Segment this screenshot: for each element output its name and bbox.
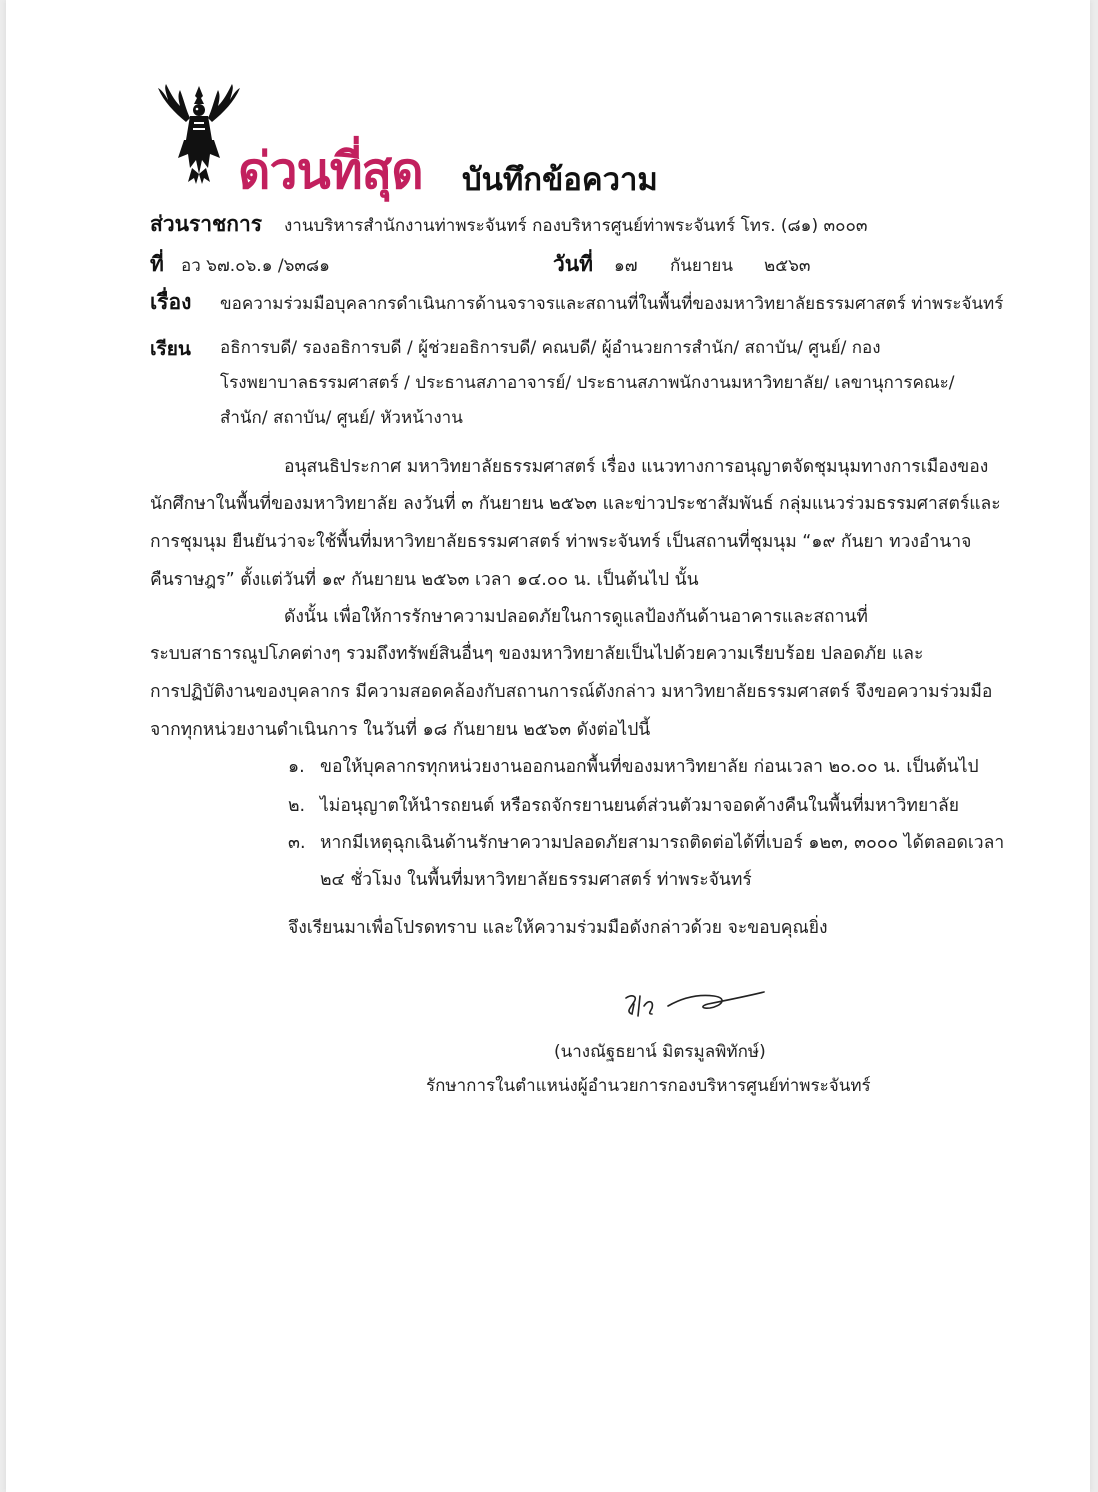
garuda-emblem-icon xyxy=(154,82,244,186)
ref-value: อว ๖๗.๐๖.๑ /๖๓๘๑ xyxy=(181,256,330,276)
date-year: ๒๕๖๓ xyxy=(764,256,811,276)
paragraph-line: การปฏิบัติงานของบุคลากร มีความสอดคล้องกับสถานการณ์ดังกล่าว มหาวิทยาลัยธรรมศาสตร์ จึงขอความร่วมมือ xyxy=(150,682,993,702)
date-month: กันยายน xyxy=(670,256,734,276)
list-item: ไม่อนุญาตให้นำรถยนต์ หรือรถจักรยานยนต์ส่วนตัวมาจอดค้างคืนในพื้นที่มหาวิทยาลัย xyxy=(320,796,959,816)
ref-label: ที่ xyxy=(150,252,164,276)
document-title: บันทึกข้อความ xyxy=(462,162,658,198)
closing-line: จึงเรียนมาเพื่อโปรดทราบ และให้ความร่วมมือดังกล่าวด้วย จะขอบคุณยิ่ง xyxy=(288,918,828,938)
paragraph-line: ดังนั้น เพื่อให้การรักษาความปลอดภัยในการดูแลป้องกันด้านอาคารและสถานที่ xyxy=(284,607,868,627)
list-item-number: ๑. xyxy=(288,757,305,777)
subject-value: ขอความร่วมมือบุคลากรดำเนินการด้านจราจรและสถานที่ในพื้นที่ของมหาวิทยาลัยธรรมศาสตร์ ท่าพระจันทร์ xyxy=(220,294,1004,314)
to-line: สำนัก/ สถาบัน/ ศูนย์/ หัวหน้างาน xyxy=(220,408,463,428)
list-item-number: ๓. xyxy=(288,833,306,853)
paragraph-line: คืนราษฎร” ตั้งแต่วันที่ ๑๙ กันยายน ๒๕๖๓ เวลา ๑๔.๐๐ น. เป็นต้นไป นั้น xyxy=(150,570,699,590)
paragraph-line: ระบบสาธารณูปโภคต่างๆ รวมถึงทรัพย์สินอื่นๆ ของมหาวิทยาลัยเป็นไปด้วยความเรียบร้อย ปลอดภัย และ xyxy=(150,644,924,664)
paragraph-line: อนุสนธิประกาศ มหาวิทยาลัยธรรมศาสตร์ เรื่อง แนวทางการอนุญาตจัดชุมนุมทางการเมืองของ xyxy=(284,457,989,477)
paragraph-line: นักศึกษาในพื้นที่ของมหาวิทยาลัย ลงวันที่ ๓ กันยายน ๒๕๖๓ และข่าวประชาสัมพันธ์ กลุ่มแนวร่วมธรรมศาสตร์และ xyxy=(150,494,1001,514)
date-label: วันที่ xyxy=(553,252,593,276)
agency-value: งานบริหารสำนักงานท่าพระจันทร์ กองบริหารศูนย์ท่าพระจันทร์ โทร. (๘๑) ๓๐๐๓ xyxy=(284,216,868,236)
to-line: อธิการบดี/ รองอธิการบดี / ผู้ช่วยอธิการบดี/ คณบดี/ ผู้อำนวยการสำนัก/ สถาบัน/ ศูนย์/ กอง xyxy=(220,338,881,358)
paragraph-line: จากทุกหน่วยงานดำเนินการ ในวันที่ ๑๘ กันยายน ๒๕๖๓ ดังต่อไปนี้ xyxy=(150,720,651,740)
to-line: โรงพยาบาลธรรมศาสตร์ / ประธานสภาอาจารย์/ ประธานสภาพนักงานมหาวิทยาลัย/ เลขานุการคณะ/ xyxy=(220,373,955,393)
subject-label: เรื่อง xyxy=(150,290,192,314)
signer-name: (นางณัฐธยาน์ มิตรมูลพิทักษ์) xyxy=(554,1042,766,1062)
paragraph-line: การชุมนุม ยืนยันว่าจะใช้พื้นที่มหาวิทยาลัยธรรมศาสตร์ ท่าพระจันทร์ เป็นสถานที่ชุมนุม “๑๙ กันยา ทวงอำนาจ xyxy=(150,532,972,552)
agency-label: ส่วนราชการ xyxy=(150,212,263,236)
list-item: หากมีเหตุฉุกเฉินด้านรักษาความปลอดภัยสามารถติดต่อได้ที่เบอร์ ๑๒๓, ๓๐๐๐ ได้ตลอดเวลา xyxy=(320,833,1005,853)
date-day: ๑๗ xyxy=(614,256,638,276)
handwritten-signature-icon xyxy=(618,984,768,1024)
list-item: ๒๔ ชั่วโมง ในพื้นที่มหาวิทยาลัยธรรมศาสตร์ ท่าพระจันทร์ xyxy=(320,870,752,890)
urgent-stamp: ด่วนที่สุด xyxy=(238,141,423,200)
list-item-number: ๒. xyxy=(288,796,306,816)
list-item: ขอให้บุคลากรทุกหน่วยงานออกนอกพื้นที่ของมหาวิทยาลัย ก่อนเวลา ๒๐.๐๐ น. เป็นต้นไป xyxy=(320,757,979,777)
signer-position: รักษาการในตำแหน่งผู้อำนวยการกองบริหารศูนย์ท่าพระจันทร์ xyxy=(426,1076,871,1096)
memo-page xyxy=(6,0,1090,1492)
to-label: เรียน xyxy=(150,338,191,360)
